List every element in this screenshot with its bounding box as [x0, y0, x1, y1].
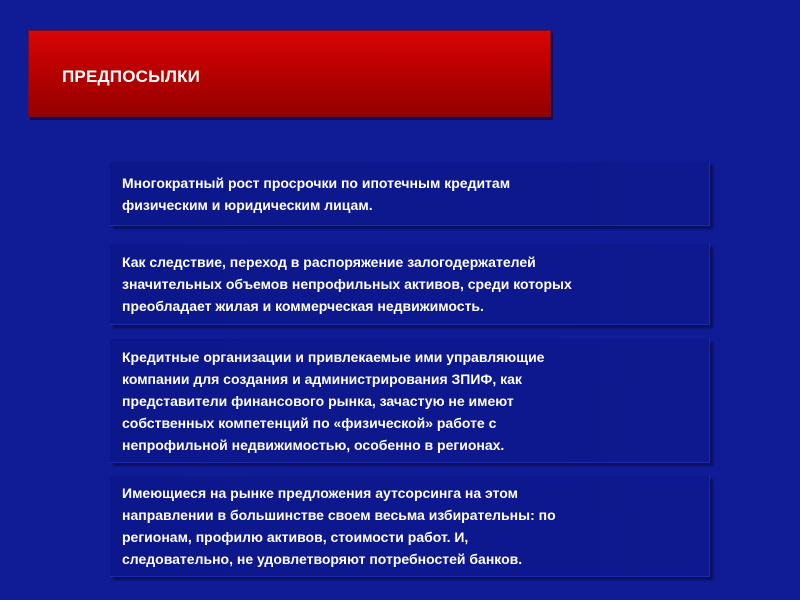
text-line: физическим и юридическим лицам.	[122, 196, 373, 213]
block-text	[122, 482, 556, 570]
block-text	[122, 172, 510, 216]
title-banner	[28, 30, 551, 117]
text-line: представители финансового рынка, зачастую не имеют	[122, 392, 514, 409]
text-block-non-core-assets	[110, 244, 710, 325]
text-line: компании для создания и администрирования ЗПИФ, как	[122, 370, 522, 387]
block-text	[122, 346, 544, 456]
text-line: Как следствие, переход в распоряжение залогодержателей	[122, 254, 536, 270]
slide-title: ПРЕДПОСЫЛКИ	[62, 67, 201, 86]
text-line: преобладает жилая и коммерческая недвижимость.	[122, 298, 484, 314]
text-line: собственных компетенций по «физической» работе с	[122, 414, 497, 431]
text-line: Имеющиеся на рынке предложения аутсорсинга на этом	[122, 485, 518, 501]
text-line: значительных объемов непрофильных активов, среди которых	[122, 276, 572, 292]
text-line: Многократный рост просрочки по ипотечным кредитам	[122, 174, 511, 191]
block-text	[122, 251, 572, 317]
text-block-outsourcing	[110, 476, 710, 577]
text-line: Кредитные организации и привлекаемые ими управляющие	[122, 348, 545, 365]
text-block-overdue-loans	[110, 162, 710, 226]
text-line: направлении в большинстве своем весьма избирательны: по	[122, 507, 556, 523]
text-line: регионам, профилю активов, стоимости работ. И,	[122, 529, 469, 545]
text-line: следовательно, не удовлетворяют потребностей банков.	[122, 551, 523, 567]
text-line: непрофильной недвижимостью, особенно в регионах.	[122, 436, 505, 453]
text-block-credit-organizations	[110, 339, 710, 463]
